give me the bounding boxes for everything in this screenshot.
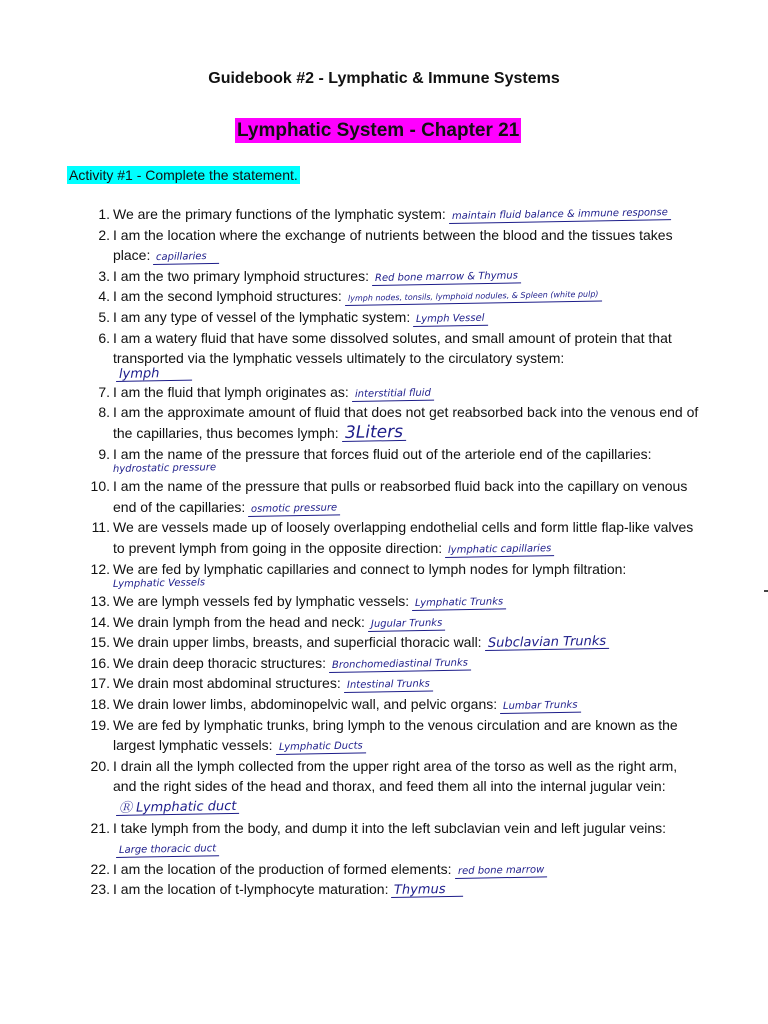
handwritten-answer: maintain fluid balance & immune response [449,207,671,224]
handwritten-answer: Bronchomediastinal Trunks [329,657,471,672]
question-item-11 [0,517,700,558]
question-text: I am the second lymphoid structures: [113,288,342,305]
question-text: I am the fluid that lymph originates as: [113,383,349,400]
handwritten-answer: capillaries [153,251,219,265]
handwritten-answer: hydrostatic pressure [112,462,217,476]
question-text: We drain deep thoracic structures: [113,654,326,671]
question-text: I am the approximate amount of fluid that does not get reabsorbed back into the venous end of the capillaries, thus becomes lymph: [113,404,699,441]
question-text: I am the location of the production of formed elements: [113,860,452,877]
handwritten-answer: Thymus [391,884,463,898]
question-number: 3. [98,267,110,284]
handwritten-answer: interstitial fluid [352,387,434,401]
question-text: We are lymph vessels fed by lymphatic vessels: [113,593,410,610]
question-item-14 [0,612,700,633]
question-number: 22. [90,860,110,877]
question-item-17 [0,673,700,694]
handwritten-answer: Lymphatic Trunks [412,596,506,611]
handwritten-answer: Lymph Vessel [413,313,488,327]
question-text: We drain lower limbs, abdominopelvic wall, and pelvic organs: [113,696,498,713]
question-item-20 [0,756,700,818]
question-item-1 [0,204,700,225]
handwritten-answer: lymph [116,367,192,381]
question-item-19 [0,715,700,756]
question-number: 10. [90,478,110,495]
question-text: I am any type of vessel of the lymphatic system: [113,308,411,325]
question-number: 20. [90,757,110,774]
handwritten-answer: Subclavian Trunks [484,636,608,651]
question-number: 8. [98,404,110,421]
question-text: We drain lymph from the head and neck: [113,613,365,630]
question-item-15 [0,632,700,653]
question-item-21 [0,818,700,859]
question-number: 6. [98,329,110,346]
question-number: 2. [98,226,110,243]
question-text: We drain upper limbs, breasts, and superficial thoracic wall: [113,634,482,651]
question-number: 13. [90,593,110,610]
question-text: I am the location of t-lymphocyte maturation: [113,881,389,898]
question-number: 4. [98,288,110,305]
question-text: I am a watery fluid that have some dissolved solutes, and small amount of protein that that transported via the lymphatic vessels ultimately to the circulatory system: [113,329,672,367]
activity-heading: Activity #1 - Complete the statement. [69,167,298,183]
question-number: 23. [90,881,110,898]
chapter-heading: Lymphatic System - Chapter 21 [237,120,520,141]
question-number: 9. [98,445,110,462]
handwritten-answer: Red bone marrow & Thymus [372,270,521,286]
handwritten-answer: Lymphatic Vessels [112,577,206,591]
question-text: I drain all the lymph collected from the upper right area of the torso as well as the right arm, and the right sides of the head and thorax, and feed them all into the internal jugular vein: [113,757,678,795]
question-item-5 [0,307,700,328]
question-item-2 [0,225,700,266]
question-number: 15. [90,634,110,651]
question-text: I am the location where the exchange of nutrients between the blood and the tissues takes place: [113,226,673,264]
question-text: We are the primary functions of the lymphatic system: [113,206,446,222]
question-item-10 [0,476,700,517]
question-number: 1. [98,206,110,222]
question-number: 5. [98,308,110,325]
handwritten-answer: lymph nodes, tonsils, lymphoid nodules, & Spleen (white pulp) [345,289,602,306]
question-text: I am the two primary lymphoid structures: [113,267,369,284]
question-item-9 [0,444,700,477]
question-item-22 [0,859,700,880]
question-item-4 [0,286,700,307]
handwritten-answer: Jugular Trunks [368,617,446,631]
question-number: 14. [90,613,110,630]
question-text: We are vessels made up of loosely overlapping endothelial cells and form little flap-like valves to prevent lymph from going in the opposite direction: [113,519,694,556]
question-number: 19. [90,716,110,733]
question-item-6 [0,328,700,382]
question-list [0,204,700,900]
handwritten-answer: Lymphatic Ducts [275,741,365,756]
question-number: 12. [90,560,110,577]
question-text: We are fed by lymphatic trunks, bring lymph to the venous circulation and are known as the largest lymphatic vessels: [113,716,678,754]
handwritten-answer: 3Liters [342,424,406,442]
question-item-7 [0,382,700,403]
handwritten-answer: Large thoracic duct [116,843,219,858]
question-number: 17. [90,675,110,692]
question-number: 21. [90,819,110,836]
handwritten-answer: Intestinal Trunks [344,679,433,694]
question-number: 7. [98,383,110,400]
question-item-13 [0,591,700,612]
question-text: We drain most abdominal structures: [113,675,341,692]
question-item-12 [0,559,700,592]
document-title: Guidebook #2 - Lymphatic & Immune Systems [208,70,560,87]
handwritten-answer: Ⓡ Lymphatic duct [116,801,240,816]
question-text: We are fed by lymphatic capillaries and connect to lymph nodes for lymph filtration: [113,560,627,577]
question-text: I am the name of the pressure that forces fluid out of the arteriole end of the capillaries: [113,445,652,462]
handwritten-answer: osmotic pressure [248,502,340,517]
handwritten-answer: Lumbar Trunks [500,700,581,714]
question-number: 18. [90,696,110,713]
question-text: I take lymph from the body, and dump it into the left subclavian vein and left jugular veins: [113,819,667,836]
question-number: 11. [91,519,110,536]
question-item-3 [0,266,700,287]
question-number: 16. [90,654,110,671]
question-item-18 [0,694,700,715]
handwritten-answer: lymphatic capillaries [445,543,555,558]
page-edge-mark [764,590,768,592]
handwritten-answer: red bone marrow [454,864,547,879]
question-item-23 [0,879,700,900]
question-text: I am the name of the pressure that pulls or reabsorbed fluid back into the capillary on venous end of the capillaries: [113,478,688,515]
question-item-8 [0,402,700,443]
question-item-16 [0,653,700,674]
